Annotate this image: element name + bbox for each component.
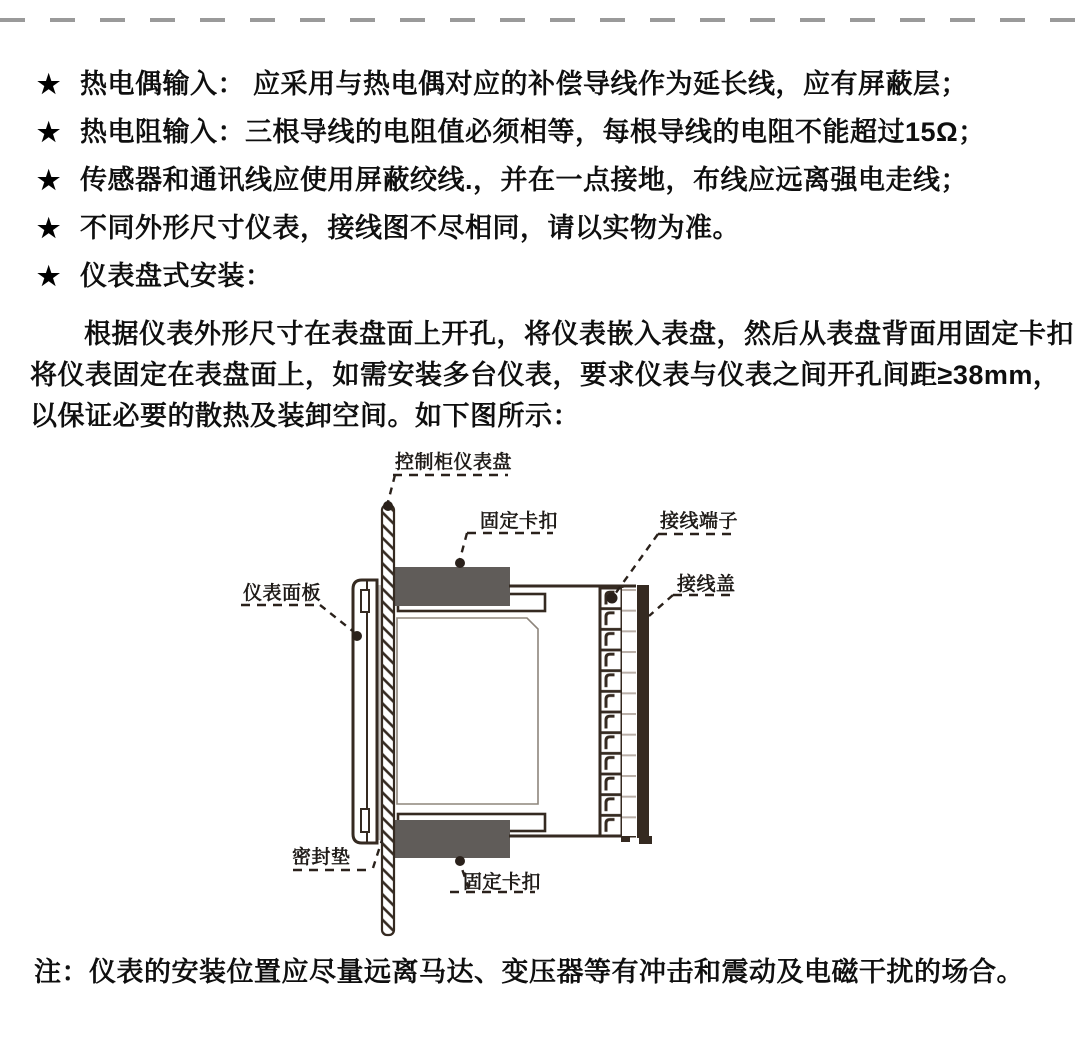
bullet-list [37, 70, 986, 310]
bullet-item [37, 70, 986, 98]
installation-paragraph [30, 314, 1074, 437]
leader-line [388, 475, 395, 502]
label-terminal: 接线端子 [660, 511, 739, 532]
star-icon: ★ [37, 117, 61, 147]
label-wiring-cover: 接线盖 [677, 574, 736, 595]
bullet-item [37, 118, 986, 146]
instrument-body [397, 618, 538, 804]
bullet-item [37, 166, 986, 194]
star-icon: ★ [37, 213, 61, 243]
bottom-fixing-clip [394, 820, 510, 858]
paragraph-line: 根据仪表外形尺寸在表盘面上开孔，将仪表嵌入表盘，然后从表盘背面用固定卡扣 [84, 319, 1074, 349]
leader-dot [383, 501, 393, 511]
label-seal: 密封垫 [292, 847, 351, 868]
bullet-text: 热电偶输入： 应采用与热电偶对应的补偿导线作为延长线，应有屏蔽层； [80, 69, 968, 99]
top-fixing-clip [394, 567, 510, 606]
terminal-separator-column [622, 588, 636, 836]
leader-dot [352, 631, 362, 641]
leader-dot [455, 856, 465, 866]
label-control-cabinet-panel: 控制柜仪表盘 [395, 452, 513, 473]
bullet-text: 热电阻输入：三根导线的电阻值必须相等，每根导线的电阻不能超过15Ω； [80, 117, 986, 147]
note-text: 注：仪表的安装位置应尽量远离马达、变压器等有冲击和震动及电磁干扰的场合。 [34, 957, 1024, 987]
paragraph-line: 将仪表固定在表盘面上，如需安装多台仪表，要求仪表与仪表之间开孔间距≥38mm， [30, 360, 1061, 390]
bullet-item [37, 214, 986, 242]
bullet-item [37, 262, 986, 290]
leader-dot [607, 593, 618, 604]
leader-line [460, 533, 467, 559]
top-dashed-divider [0, 18, 1080, 22]
installation-diagram [240, 440, 800, 965]
terminal-block [600, 588, 622, 836]
leader-line [320, 605, 354, 632]
paragraph-line: 以保证必要的散热及装卸空间。如下图所示： [30, 401, 580, 431]
bullet-text: 仪表盘式安装： [80, 261, 273, 291]
instrument-front-bezel [353, 580, 377, 843]
label-fixing-clip-top: 固定卡扣 [480, 511, 559, 532]
leader-line [649, 595, 673, 616]
bullet-text: 不同外形尺寸仪表，接线图不尽相同，请以实物为准。 [80, 213, 740, 243]
star-icon: ★ [37, 165, 61, 195]
label-front-panel: 仪表面板 [243, 583, 322, 604]
leader-dot [455, 558, 465, 568]
label-fixing-clip-bottom: 固定卡扣 [463, 872, 542, 893]
bullet-text: 传感器和通讯线应使用屏蔽绞线.，并在一点接地，布线应远离强电走线； [80, 165, 968, 195]
star-icon: ★ [37, 69, 61, 99]
panel-hatch-bar [382, 505, 394, 935]
star-icon: ★ [37, 261, 61, 291]
